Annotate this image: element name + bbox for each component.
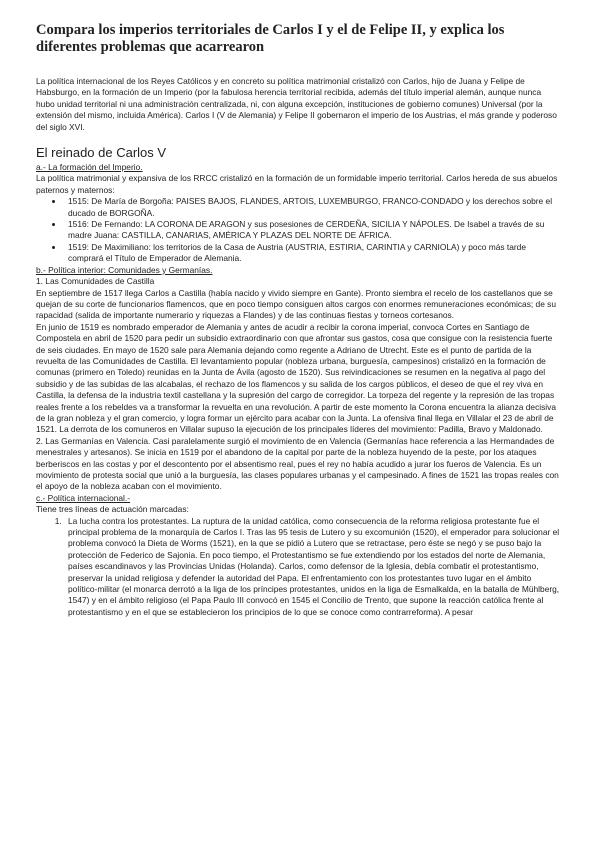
subsection-a-lead: La política matrimonial y expansiva de los RRCC cristalizó en la formación de un formidable imperio territorial. Carlos hereda de sus abuelos paternos y maternos: (36, 173, 558, 195)
paragraph: En junio de 1519 es nombrado emperador de Alemania y antes de acudir a recibir la corona imperial, convoca Cortes en Santiago de Compostela en abril de 1520 para pedir un subsidio extraordinario con que afrontar sus gastos, cosa que consigue con la resistencia fuerte de seis ciudades. En mayo de 1520 sale para Alemania dejando como regente a Adriano de Utrecht. Este es el punto de partida de la revuelta de las Comunidades de Castilla. El levantamiento popular (nobleza urbana, burguesía, campesinos) cristalizó en la formación de comunas (primero en Toledo) reunidas en la Junta de Ávila (agosto de 1520). Sus reivindicaciones se resumen en la negativa al pago del subsidio y de las subidas de las alcabalas, el rechazo de los flamencos y su salida de los cargos públicos, el deseo de que el rey viva en Castilla, la defensa de la industria textil castellana y la supresión del cargo de corregidor. La torpeza del regente y la represión de las tropas reales frente a los rebeldes va a transformar la revuelta en una revolución. A partir de este momento la Corona encuentra la alianza decisiva de la gran nobleza y el gran comercio, y logra formar un ejército para acabar con la Junta. La ofensiva final llega en Villalar el 23 de abril de 1521. La derrota de los comuneros en Villalar supuso la ejecución de los principales líderes del movimiento: Padilla, Bravo y Maldonado. (36, 321, 557, 435)
document-title: Compara los imperios territoriales de Carlos I y el de Felipe II, y explica los diferentes problemas que acarrearon (36, 22, 505, 55)
list-item: • 1519: De Maximiliano: los territorios de la Casa de Austria (AUSTRIA, ESTIRIA, CARINTIA y CARNIOLA) y poco más tarde comprará el Título de Emperador de Alemania. (64, 242, 562, 265)
section-heading: El reinado de Carlos V (36, 145, 167, 161)
list-item: • 1516: De Fernando: LA CORONA DE ARAGON y sus posesiones de CERDEÑA, SICILIA Y NÁPOLES. De Isabel a través de su madre Juana: CASTILLA, CANARIAS, AMÉRICA Y PLAZAS DEL NORTE DE ÁFRICA. (64, 219, 562, 242)
paragraph: En septiembre de 1517 llega Carlos a Castilla (había nacido y vivido siempre en Gante). Pronto siembra el recelo de los castellanos que se quejan de su corte de funcionarios flamencos, que en poco tiempo consiguen altos cargos con enormes remuneraciones económicas; de su rapacidad (salida de importante numerario y riquezas a Flandes) y de las continuas fiestas y torneos cortesanos. (36, 287, 557, 321)
subsection-title-c: c.- Política internacional.- (36, 492, 131, 503)
inheritance-list (36, 196, 562, 264)
subsection-c-lead: Tiene tres líneas de actuación marcadas: (36, 504, 189, 515)
subsection-title-b: b.- Política interior: Comunidades y Germanías. (36, 264, 213, 275)
paragraph: 2. Las Germanías en Valencia. Casi paralelamente surgió el movimiento de en Valencia (Germanías hace referencia a las Hermandades de menestrales y artesanos). Se inicia en 1519 por el abandono de la capital por parte de la nobleza huyendo de la peste, por los ataques berberiscos en las costas y por el descontento por el absentismo real, pues el rey no había acudido a jurar los fueros de Valencia. Es un movimiento de protesta social que unió a la burguesía, las clases populares urbanas y el campesinado. A fines de 1521 las tropas reales con el apoyo de la nobleza acaban con el movimiento. (36, 435, 559, 492)
intro-paragraph: La política internacional de los Reyes Católicos y en concreto su política matrimonial cristalizó con Carlos, hijo de Juana y Felipe de Habsburgo, en la formación de un Imperio (por la fabulosa herencia territorial recibida, además del título imperial alemán, aunque nunca hubo unidad territorial ni una administración centralizada, ni, con alguna excepción, instituciones de gobierno comunes) Universal (por la extensión del mismo, incluida América). Carlos I (V de Alemania) y Felipe II gobernaron el imperio de los Austrias, el más grande y poderoso del siglo XVI. (36, 76, 557, 132)
policy-list (36, 516, 562, 619)
list-item: • 1515: De María de Borgoña: PAISES BAJOS, FLANDES, ARTOIS, LUXEMBURGO, FRANCO-CONDADO y los derechos sobre el ducado de BORGOÑA. (64, 196, 562, 219)
comunidades-subtitle: 1. Las Comunidades de Castilla (36, 276, 155, 287)
list-item: 1. La lucha contra los protestantes. La ruptura de la unidad católica, como consecuencia de la reforma religiosa protestante fue el principal problema de la monarquía de Carlos I. Tras las 95 tesis de Lutero y su excomunión (1520), el emperador para solucionar el problema convocó la Dieta de Worms (1521), en la que se pidió a Lutero que se retractase, pero éste se negó y se puso bajo la protección de Federico de Sajonia. En poco tiempo, el Protestantismo se fue extendiendo por los estados del norte de Alemania, países escandinavos y las Provincias Unidas (Holanda). Carlos, como defensor de la Iglesia, debía combatir el protestantismo, preservar la unidad religiosa y defender la autoridad del Papa. El enfrentamiento con los protestantes tuvo lugar en el ámbito político-militar (el monarca derrotó a la liga de los príncipes protestantes, unidos en la liga de Esmalkalda, en la batalla de Mühlberg, 1547) y en el ámbito religioso (el Papa Paulo III convocó en 1545 el Concilio de Trento, que supone la reacción católica frente al protestantismo y en el que se establecieron los principios de lo que se conoce como contrarreforma). A pesar (64, 516, 562, 619)
subsection-title-a: a.- La formación del Imperio. (36, 162, 143, 173)
